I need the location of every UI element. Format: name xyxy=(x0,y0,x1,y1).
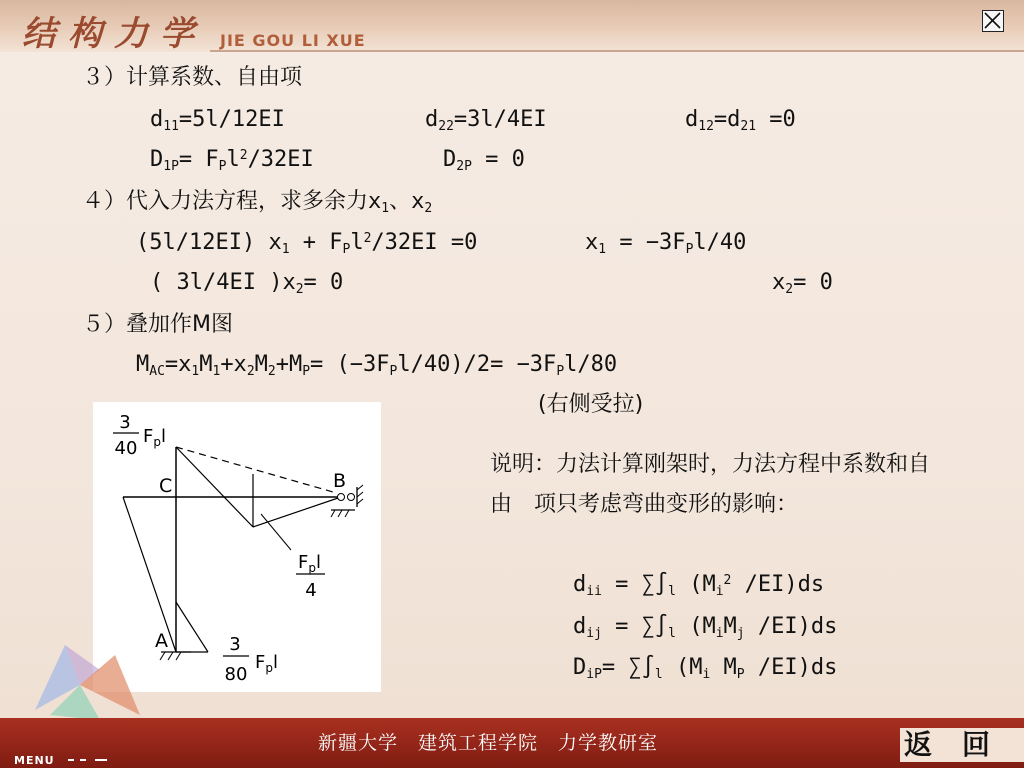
course-logo-pinyin: JIE GOU LI XUE xyxy=(220,31,366,50)
formula-dij: $d_{ij} = \sum\int_l$ ($M_iM_j$ /EI)ds xyxy=(573,614,838,641)
close-button[interactable] xyxy=(982,10,1004,32)
moment-line-left xyxy=(176,447,253,527)
free-term-d1p: $D_{1P}= F_Pl^2/32EI$ xyxy=(150,147,314,174)
close-icon xyxy=(983,11,1002,30)
formula-dii: $d_{ii} = \sum\int_l$ ($M_i^2$ /EI)ds xyxy=(573,572,825,599)
top-fraction-numerator: 3 xyxy=(119,412,131,433)
step-4-heading: ４）代入力法方程，求多余力$x_1$、$x_2$ xyxy=(82,189,433,216)
menu-button[interactable]: MENU xyxy=(14,754,55,767)
coefficient-d22: $d_{22}=3l/4EI$ xyxy=(425,107,547,134)
course-logo: 结构力学 xyxy=(22,14,206,54)
moment-slope-a xyxy=(176,602,208,652)
decorative-shapes xyxy=(20,615,150,725)
free-term-d2p: $D_{2P} = 0$ xyxy=(443,147,525,174)
solution-x1: $x_1 = -3F_Pl/40$ xyxy=(585,230,747,257)
node-b-label: B xyxy=(333,470,347,492)
footer-institution: 新疆大学 建筑工程学院 力学教研室 xyxy=(318,732,659,754)
moment-baseline-dashed xyxy=(176,447,333,492)
top-moment-unit: $F_pl$ xyxy=(143,426,166,449)
moment-line-right xyxy=(253,497,341,527)
mid-fraction-numerator: $F_pl$ xyxy=(298,552,321,575)
tension-side-note: (右侧受拉) xyxy=(538,392,644,417)
coefficient-d11: $d_{11}=5l/12EI$ xyxy=(150,107,285,134)
title-underline xyxy=(210,50,1024,52)
bottom-fraction-denominator: 80 xyxy=(224,664,248,685)
equation-2: ( 3l/4EI )$x_2= 0$ xyxy=(150,270,344,297)
solution-x2: $x_2= 0$ xyxy=(772,270,833,297)
hinge-b xyxy=(338,494,345,501)
mid-fraction-denominator: 4 xyxy=(305,580,317,601)
explanation-note: 说明：力法计算刚架时，力法方程中系数和自由 项只考虑弯曲变形的影响： xyxy=(490,452,931,517)
node-c-label: C xyxy=(159,475,173,497)
bottom-moment-unit: $F_pl$ xyxy=(255,652,278,675)
return-button[interactable]: 返回 xyxy=(900,728,1024,762)
equation-1: (5l/12EI) $x_1 + F_Pl^2/32EI =0$ xyxy=(136,230,478,257)
step-5-heading: ５）叠加作M图 xyxy=(82,312,233,337)
top-fraction-denominator: 40 xyxy=(114,438,138,459)
bottom-fraction-numerator: 3 xyxy=(229,634,241,655)
node-a-label: A xyxy=(155,630,168,652)
menu-dash xyxy=(68,759,74,761)
formula-dip: $D_{iP}= \sum\int_l$ ($M_i$ $M_P$ /EI)ds xyxy=(573,655,838,682)
moment-mac: $M_{AC}=x_1M_1+x_2M_2+M_P= (-3F_Pl/40)/2= -3F_Pl/80$ xyxy=(136,352,618,379)
step-3-heading: ３）计算系数、自由项 xyxy=(82,65,303,90)
coefficient-d12: $d_{12}=d_{21} =0$ xyxy=(685,107,796,134)
